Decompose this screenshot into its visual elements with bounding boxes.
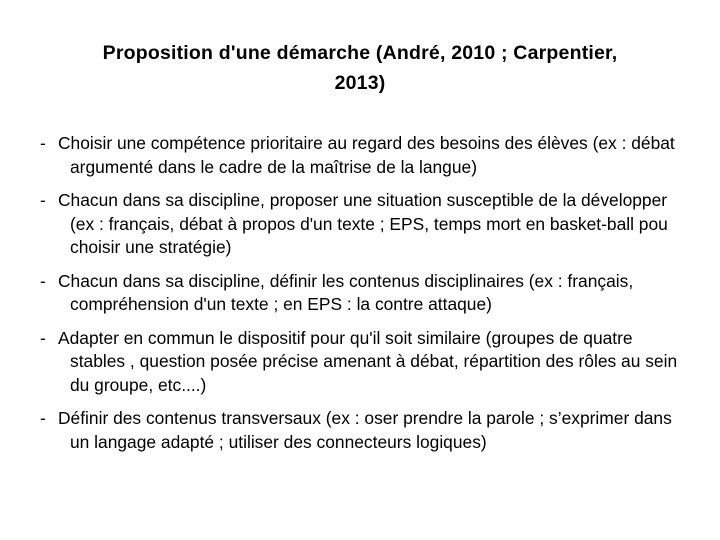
bullet-dash: - [40,133,46,153]
bullet-list [40,132,690,464]
slide-title-line-1: Proposition d'une démarche (André, 2010 ; Carpentier, [102,42,618,64]
list-item [40,270,690,317]
list-item-text: Chacun dans sa discipline, définir les contenus disciplinaires (ex : français, compréhension d'un texte ; en EPS : la contre attaque) [58,270,634,314]
bullet-dash: - [40,408,46,428]
slide-title-line-2: 2013) [334,72,386,94]
bullet-dash: - [40,190,46,210]
list-item-text: Chacun dans sa discipline, proposer une situation susceptible de la développer (ex : français, débat à propos d'un texte ; EPS, temps mort en basket-ball pou choisir une stratégie) [58,190,668,257]
list-item-text: Adapter en commun le dispositif pour qu'il soit similaire (groupes de quatre stables , question posée précise amenant à débat, répartition des rôles au sein du groupe, etc....) [58,327,678,395]
list-item [40,132,690,179]
list-item-text: Choisir une compétence prioritaire au regard des besoins des élèves (ex : débat argumenté dans le cadre de la maîtrise de la langue) [58,133,675,177]
list-item-text: Définir des contenus transversaux (ex : oser prendre la parole ; s’exprimer dans un langage adapté ; utiliser des connecteurs logiques) [58,408,672,452]
list-item [40,189,690,260]
bullet-dash: - [40,327,46,348]
bullet-dash: - [40,270,46,291]
slide-title [40,38,680,98]
list-item [40,407,690,454]
list-item [40,327,690,398]
